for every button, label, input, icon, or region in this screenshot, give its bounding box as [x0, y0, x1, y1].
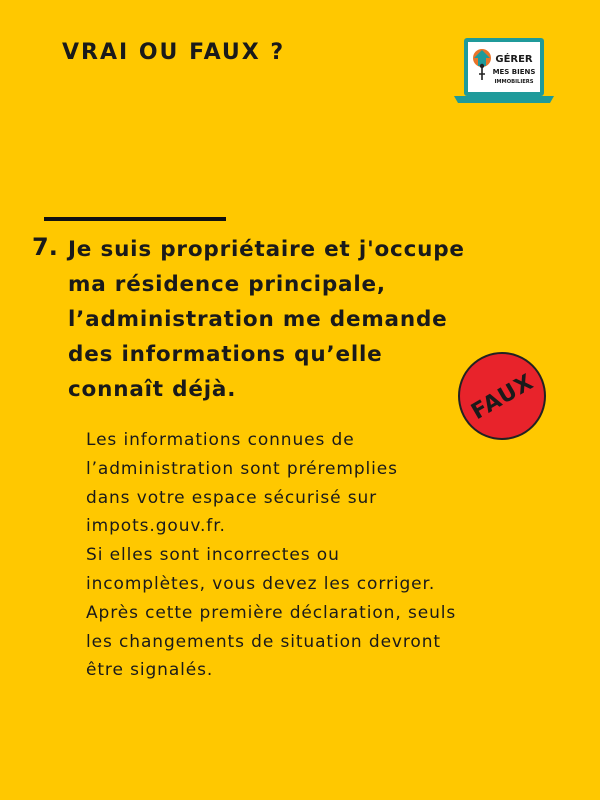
answer-line: être signalés.: [86, 660, 214, 681]
question-line: des informations qu’elle: [68, 342, 383, 367]
question-line: ma résidence principale,: [68, 272, 386, 297]
answer-line: impots.gouv.fr.: [86, 516, 226, 537]
logo-line3: IMMOBILIERS: [494, 79, 534, 85]
answer-line: incomplètes, vous devez les corriger.: [86, 573, 436, 594]
question-line: connaît déjà.: [68, 377, 237, 402]
page-title: VRAI OU FAUX ?: [62, 40, 286, 65]
answer-line: les changements de situation devront: [86, 631, 441, 652]
stamp-label: FAUX: [467, 369, 539, 426]
answer-line: Les informations connues de: [86, 430, 355, 450]
question-line: Je suis propriétaire et j'occupe: [68, 237, 465, 262]
answer-line: dans votre espace sécurisé sur: [86, 487, 378, 508]
logo-line2: MES BIENS: [492, 68, 536, 76]
answer-text: [86, 426, 576, 685]
answer-line: l’administration sont préremplies: [86, 458, 398, 479]
divider-rule: [44, 217, 226, 221]
question-number: 7.: [32, 233, 58, 261]
answer-line: Si elles sont incorrectes ou: [86, 545, 340, 566]
answer-line: Après cette première déclaration, seuls: [86, 602, 457, 623]
question-line: l’administration me demande: [68, 307, 448, 332]
logo: [452, 36, 556, 108]
logo-line1: GÉRER: [495, 54, 533, 65]
